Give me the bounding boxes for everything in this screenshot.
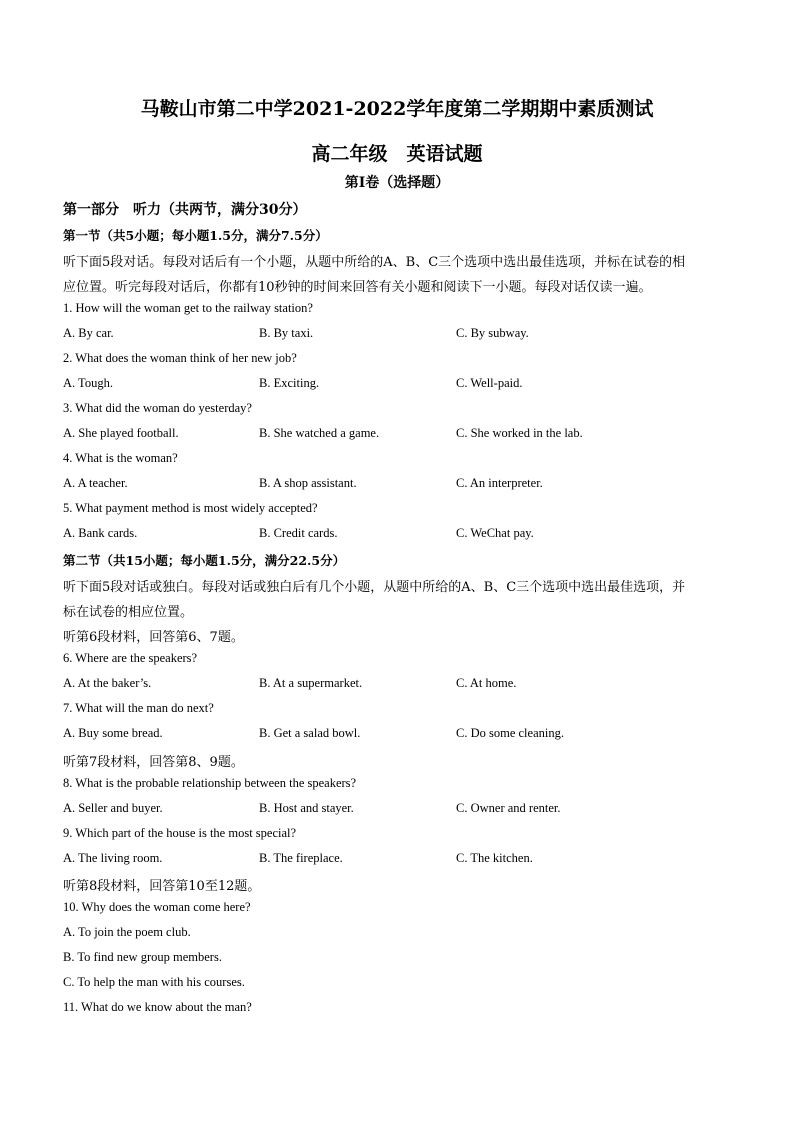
question-4-option-b: B. A shop assistant. [259, 476, 357, 490]
material-7-note: 听第7段材料，回答第8、9题。 [63, 755, 244, 770]
question-5-option-c: C. WeChat pay. [456, 526, 534, 540]
question-11-stem: 11. What do we know about the man? [63, 1000, 252, 1014]
section2-instructions-line1: 听下面5段对话或独白。每段对话或独白后有几个小题，从题中所给的A、B、C三个选项中选出最佳选项，并 [63, 580, 686, 595]
section1-instructions-line1: 听下面5段对话。每段对话后有一个小题，从题中所给的A、B、C三个选项中选出最佳选项，并标在试卷的相 [63, 255, 686, 270]
question-6-options [63, 676, 743, 694]
question-7-option-c: C. Do some cleaning. [456, 726, 564, 740]
material-8-note: 听第8段材料，回答第10至12题。 [63, 879, 261, 894]
question-5-option-a: A. Bank cards. [63, 526, 138, 540]
section1-title: 第一节（共5小题；每小题1.5分，满分7.5分） [63, 228, 328, 243]
question-8-options [63, 801, 743, 819]
question-5-stem: 5. What payment method is most widely accepted? [63, 501, 318, 515]
grade-subject-title: 高二年级 英语试题 [311, 143, 483, 165]
question-8-option-a: A. Seller and buyer. [63, 801, 163, 815]
question-8-option-b: B. Host and stayer. [259, 801, 354, 815]
question-9-option-b: B. The fireplace. [259, 851, 343, 865]
school-title: 马鞍山市第二中学2021-2022学年度第二学期期中素质测试 [140, 98, 654, 120]
question-1-stem: 1. How will the woman get to the railway station? [63, 301, 313, 315]
question-6-option-c: C. At home. [456, 676, 517, 690]
question-9-stem: 9. Which part of the house is the most special? [63, 826, 297, 840]
section2-instructions-line2: 标在试卷的相应位置。 [63, 605, 194, 620]
question-4-options [63, 476, 743, 494]
section1-instructions-line2: 应位置。听完每段对话后，你都有10秒钟的时间来回答有关小题和阅读下一小题。每段对话仅读一遍。 [63, 280, 652, 295]
question-6-option-a: A. At the baker’s. [63, 676, 152, 690]
section2-title: 第二节（共15小题；每小题1.5分，满分22.5分） [63, 553, 346, 568]
question-10-option-b: B. To find new group members. [63, 950, 222, 964]
question-7-option-a: A. Buy some bread. [63, 726, 163, 740]
question-7-options [63, 726, 743, 744]
question-8-stem: 8. What is the probable relationship between the speakers? [63, 776, 357, 790]
material-6-note: 听第6段材料，回答第6、7题。 [63, 630, 244, 645]
question-10-stem: 10. Why does the woman come here? [63, 900, 251, 914]
question-3-option-c: C. She worked in the lab. [456, 426, 583, 440]
question-3-option-b: B. She watched a game. [259, 426, 380, 440]
question-1-option-b: B. By taxi. [259, 326, 314, 340]
question-1-option-a: A. By car. [63, 326, 114, 340]
question-9-options [63, 851, 743, 869]
question-4-option-c: C. An interpreter. [456, 476, 543, 490]
question-9-option-a: A. The living room. [63, 851, 163, 865]
question-1-options [63, 326, 743, 344]
question-4-option-a: A. A teacher. [63, 476, 128, 490]
question-3-options [63, 426, 743, 444]
question-2-options [63, 376, 743, 394]
question-6-option-b: B. At a supermarket. [259, 676, 363, 690]
question-7-option-b: B. Get a salad bowl. [259, 726, 361, 740]
question-3-stem: 3. What did the woman do yesterday? [63, 401, 252, 415]
question-2-stem: 2. What does the woman think of her new job? [63, 351, 297, 365]
question-10-option-a: A. To join the poem club. [63, 925, 191, 939]
part1-title: 第一部分 听力（共两节，满分30分） [63, 202, 307, 218]
question-9-option-c: C. The kitchen. [456, 851, 533, 865]
question-7-stem: 7. What will the man do next? [63, 701, 214, 715]
question-3-option-a: A. She played football. [63, 426, 179, 440]
question-5-options [63, 526, 743, 544]
question-6-stem: 6. Where are the speakers? [63, 651, 198, 665]
question-2-option-b: B. Exciting. [259, 376, 320, 390]
question-5-option-b: B. Credit cards. [259, 526, 338, 540]
question-2-option-a: A. Tough. [63, 376, 113, 390]
volume-title: 第Ⅰ卷（选择题） [344, 175, 450, 191]
question-2-option-c: C. Well-paid. [456, 376, 523, 390]
question-4-stem: 4. What is the woman? [63, 451, 178, 465]
question-1-option-c: C. By subway. [456, 326, 529, 340]
question-10-option-c: C. To help the man with his courses. [63, 975, 245, 989]
question-8-option-c: C. Owner and renter. [456, 801, 561, 815]
